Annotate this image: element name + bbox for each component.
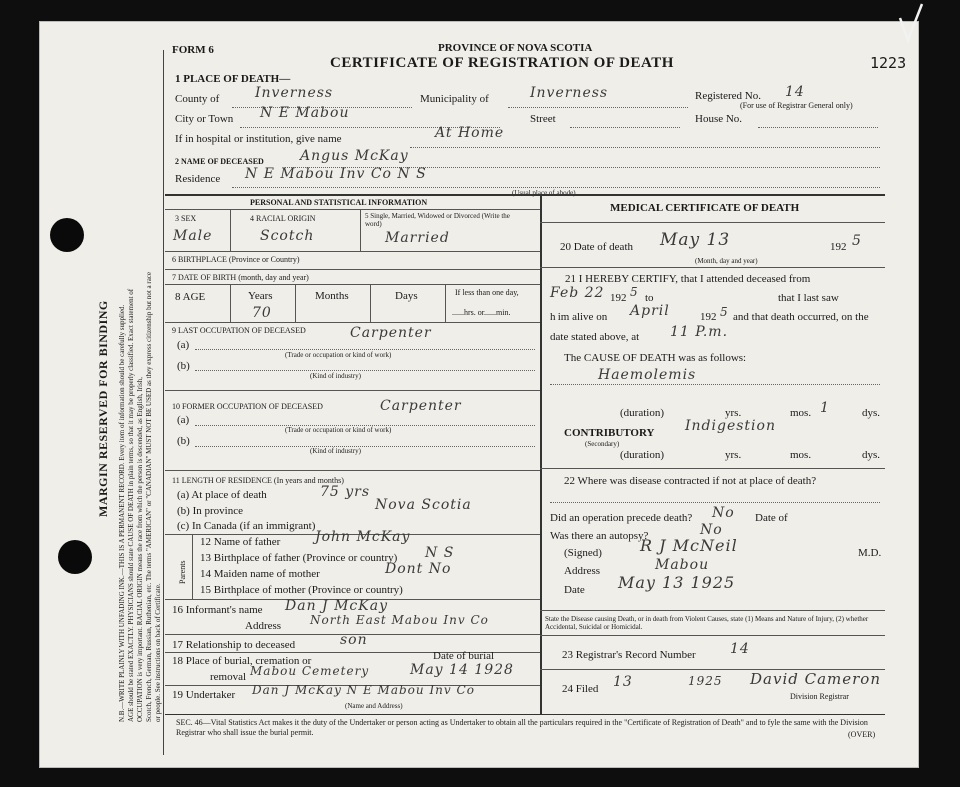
residence-note: (Usual place of abode) bbox=[512, 189, 576, 197]
yrs-label-2: yrs. bbox=[725, 449, 742, 461]
birthplace-label: 6 BIRTHPLACE (Province or Country) bbox=[172, 255, 300, 264]
burial-date-label: Date of burial bbox=[433, 650, 495, 662]
municipality-value: Inverness bbox=[530, 85, 609, 101]
in-province-label: (b) In province bbox=[177, 505, 243, 517]
filed-label: 24 Filed bbox=[562, 683, 599, 695]
city-label: City or Town bbox=[175, 113, 234, 125]
registrar-note: (For use of Registrar General only) bbox=[740, 101, 853, 110]
relationship-value: son bbox=[340, 632, 368, 648]
stamp-number: 1223 bbox=[870, 54, 907, 72]
informant-address-label: Address bbox=[245, 620, 282, 632]
relationship-label: 17 Relationship to deceased bbox=[172, 639, 296, 651]
hospital-value: At Home bbox=[435, 125, 505, 141]
mos-label-1: mos. bbox=[790, 407, 812, 419]
province-heading: PROVINCE OF NOVA SCOTIA bbox=[438, 42, 593, 54]
contributory-value: Indigestion bbox=[685, 418, 776, 434]
age-years-value: 70 bbox=[252, 305, 272, 321]
residence-label: Residence bbox=[175, 173, 221, 185]
hrs-min-label: ......hrs. or......min. bbox=[452, 308, 511, 317]
death-occurred-text: and that death occurred, on the bbox=[733, 311, 869, 323]
informant-label: 16 Informant's name bbox=[172, 604, 263, 616]
last-occ-b: (b) bbox=[177, 360, 190, 372]
county-label: County of bbox=[175, 93, 220, 105]
father-label: 12 Name of father bbox=[200, 536, 281, 548]
age-label: 8 AGE bbox=[175, 291, 206, 303]
municipality-label: Municipality of bbox=[420, 93, 489, 105]
removal-value: Mabou Cemetery bbox=[250, 664, 370, 678]
former-occupation-label: 10 FORMER OCCUPATION OF DECEASED bbox=[172, 402, 323, 411]
informant-value: Dan J McKay bbox=[285, 598, 388, 614]
filed-year: 1925 bbox=[688, 674, 723, 688]
days-label: Days bbox=[395, 290, 418, 302]
attended-from-value: Feb 22 bbox=[550, 285, 605, 301]
certify-text: 21 I HEREBY CERTIFY, that I attended deceased from bbox=[565, 273, 811, 285]
burial-label: 18 Place of burial, cremation or bbox=[172, 655, 312, 667]
last-occ-trade-note: (Trade or occupation or kind of work) bbox=[285, 351, 392, 359]
registered-label: Registered No. bbox=[695, 90, 761, 102]
form-number: FORM 6 bbox=[172, 44, 214, 56]
last-occ-industry-note: (Kind of industry) bbox=[310, 372, 361, 380]
alive-on-value: April bbox=[630, 303, 670, 319]
filed-value: 13 bbox=[613, 674, 633, 690]
duration-value: 1 bbox=[820, 400, 830, 416]
registrar-signature: David Cameron bbox=[750, 670, 881, 688]
removal-label: removal bbox=[210, 671, 247, 683]
margin-note-3: OCCUPATION is very important. RACIAL ORIGIN means the race from which the person is descended, as English, Irish, bbox=[136, 377, 144, 722]
binder-hole-top bbox=[50, 218, 84, 252]
mother-birthplace-label: 15 Birthplace of mother (Province or country) bbox=[200, 584, 403, 596]
violent-causes-note: State the Disease causing Death, or in death from Violent Causes, state (1) Means and Nature of Injury, (2) whether Accidental, Suicidal or Homicidal. bbox=[545, 615, 869, 632]
date-of-death-value: May 13 bbox=[660, 230, 731, 250]
margin-rule bbox=[163, 50, 164, 755]
in-canada-label: (c) In Canada (if an immigrant) bbox=[177, 520, 316, 532]
binder-hole-bottom bbox=[58, 540, 92, 574]
last-occupation-label: 9 LAST OCCUPATION OF DECEASED bbox=[172, 326, 306, 335]
city-value: N E Mabou bbox=[260, 105, 350, 121]
at-place-label: (a) At place of death bbox=[177, 489, 267, 501]
signed-label: (Signed) bbox=[564, 547, 602, 559]
last-occ-a: (a) bbox=[177, 339, 190, 351]
street-label: Street bbox=[530, 113, 556, 125]
medical-date-label: Date bbox=[564, 584, 585, 596]
margin-note-2: AGE should be stated EXACTLY. PHYSICIANS should state CAUSE OF DEATH in plain terms, so that it may be properly classified. Exact statement of bbox=[127, 288, 135, 722]
name-of-deceased-value: Angus McKay bbox=[300, 148, 409, 164]
autopsy-value: No bbox=[700, 522, 723, 538]
mos-label-2: mos. bbox=[790, 449, 812, 461]
date-stated-text: date stated above, at bbox=[550, 331, 640, 343]
date-of-label: Date of bbox=[755, 512, 788, 524]
burial-date-value: May 14 1928 bbox=[410, 662, 514, 678]
alive-year-prefix: 192 bbox=[700, 311, 717, 323]
in-province-value: Nova Scotia bbox=[375, 497, 472, 513]
undertaker-note: (Name and Address) bbox=[345, 702, 403, 710]
dys-label-2: dys. bbox=[862, 449, 881, 461]
date-of-death-note: (Month, day and year) bbox=[695, 257, 758, 265]
residence-value: N E Mabou Inv Co N S bbox=[245, 166, 427, 182]
years-label: Years bbox=[248, 290, 273, 302]
contributory-label: CONTRIBUTORY bbox=[564, 427, 655, 439]
date-of-death-label: 20 Date of death bbox=[560, 241, 633, 253]
over-label: (OVER) bbox=[848, 730, 876, 739]
former-occupation-value: Carpenter bbox=[380, 398, 462, 414]
racial-origin-value: Scotch bbox=[260, 228, 315, 244]
marital-value: Married bbox=[385, 230, 450, 246]
operation-value: No bbox=[712, 505, 735, 521]
sex-value: Male bbox=[173, 228, 213, 244]
duration-label-1: (duration) bbox=[620, 407, 664, 419]
medical-date-value: May 13 1925 bbox=[618, 573, 736, 592]
margin-note-5: or people. See instructions on back of Certificate. bbox=[154, 583, 162, 722]
from-year-prefix: 192 bbox=[610, 292, 627, 304]
certificate-page bbox=[40, 22, 918, 767]
contracted-label: 22 Where was disease contracted if not at place of death? bbox=[564, 475, 817, 487]
from-year-suffix: 5 bbox=[630, 285, 639, 299]
hospital-label: If in hospital or institution, give name bbox=[175, 133, 342, 145]
undertaker-value: Dan J McKay N E Mabou Inv Co bbox=[252, 683, 475, 697]
cause-label: The CAUSE OF DEATH was as follows: bbox=[564, 352, 747, 364]
father-birthplace-value: N S bbox=[425, 545, 455, 561]
sec46-note: SEC. 46—Vital Statistics Act makes it the duty of the Undertaker or person acting as Undertaker to obtain all the particulars required in the "Certificate of Registration of Death" and to fyle the same with the Division Registrar who shall issue the burial permit. bbox=[176, 718, 868, 738]
house-label: House No. bbox=[695, 113, 743, 125]
father-value: John McKay bbox=[315, 529, 411, 545]
date-of-death-year-prefix: 192 bbox=[830, 241, 847, 253]
at-place-value: 75 yrs bbox=[320, 484, 371, 500]
yrs-label-1: yrs. bbox=[725, 407, 742, 419]
medical-address-value: Mabou bbox=[655, 557, 710, 573]
check-mark-icon bbox=[896, 0, 926, 50]
division-registrar-label: Division Registrar bbox=[790, 692, 849, 701]
time-of-death-value: 11 P.m. bbox=[670, 324, 729, 340]
registered-value: 14 bbox=[785, 84, 805, 100]
signed-value: R J McNeil bbox=[640, 536, 738, 555]
county-value: Inverness bbox=[255, 85, 334, 101]
last-occupation-value: Carpenter bbox=[350, 325, 432, 341]
former-occ-industry-note: (Kind of industry) bbox=[310, 447, 361, 455]
duration-label-2: (duration) bbox=[620, 449, 664, 461]
former-occ-b: (b) bbox=[177, 435, 190, 447]
informant-address-value: North East Mabou Inv Co bbox=[310, 613, 489, 627]
dob-label: 7 DATE OF BIRTH (month, day and year) bbox=[172, 273, 309, 282]
undertaker-label: 19 Undertaker bbox=[172, 689, 236, 701]
dys-label-1: dys. bbox=[862, 407, 881, 419]
mother-value: Dont No bbox=[385, 561, 452, 577]
former-occ-trade-note: (Trade or occupation or kind of work) bbox=[285, 426, 392, 434]
alive-on-label: h im alive on bbox=[550, 311, 608, 323]
that-i-saw-label: that I last saw bbox=[778, 292, 839, 304]
medical-heading: MEDICAL CERTIFICATE OF DEATH bbox=[610, 202, 800, 214]
cause-value: Haemolemis bbox=[598, 367, 697, 383]
marital-label: 5 Single, Married, Widowed or Divorced (Write the word) bbox=[365, 212, 510, 228]
less-than-day-label: If less than one day, bbox=[455, 288, 519, 297]
racial-origin-label: 4 RACIAL ORIGIN bbox=[250, 214, 316, 223]
margin-note-1: N.B.—WRITE PLAINLY WITH UNFADING INK.—THIS IS A PERMANENT RECORD. Every item of information should be carefully supplied. bbox=[118, 304, 126, 722]
date-of-death-year-suffix: 5 bbox=[852, 233, 862, 249]
margin-reserved-label: MARGIN RESERVED FOR BINDING bbox=[96, 300, 110, 517]
certificate-title: CERTIFICATE OF REGISTRATION OF DEATH bbox=[330, 55, 674, 71]
operation-label: Did an operation precede death? bbox=[550, 512, 693, 524]
secondary-note: (Secondary) bbox=[585, 440, 620, 448]
md-label: M.D. bbox=[858, 547, 882, 559]
place-of-death-heading: 1 PLACE OF DEATH— bbox=[175, 73, 291, 85]
to-label: to bbox=[645, 292, 654, 304]
parents-label: Parents bbox=[178, 560, 187, 584]
father-birthplace-label: 13 Birthplace of father (Province or country) bbox=[200, 552, 398, 564]
personal-heading: PERSONAL AND STATISTICAL INFORMATION bbox=[250, 198, 428, 207]
sex-label: 3 SEX bbox=[175, 214, 197, 223]
former-occ-a: (a) bbox=[177, 414, 190, 426]
record-number-value: 14 bbox=[730, 641, 750, 657]
medical-address-label: Address bbox=[564, 565, 601, 577]
alive-year-suffix: 5 bbox=[720, 305, 729, 319]
residence-length-label: 11 LENGTH OF RESIDENCE (In years and months) bbox=[172, 476, 344, 485]
margin-note-4: Scotch, French, German, Russian, Ruthenian, etc. The terms "AMERICAN" or "CANADIAN" MUST NOT BE USED as they express citizenship but not a race bbox=[145, 271, 153, 722]
mother-label: 14 Maiden name of mother bbox=[200, 568, 320, 580]
record-number-label: 23 Registrar's Record Number bbox=[562, 649, 696, 661]
months-label: Months bbox=[315, 290, 349, 302]
autopsy-label: Was there an autopsy? bbox=[550, 530, 649, 542]
name-of-deceased-label: 2 NAME OF DECEASED bbox=[175, 157, 264, 166]
